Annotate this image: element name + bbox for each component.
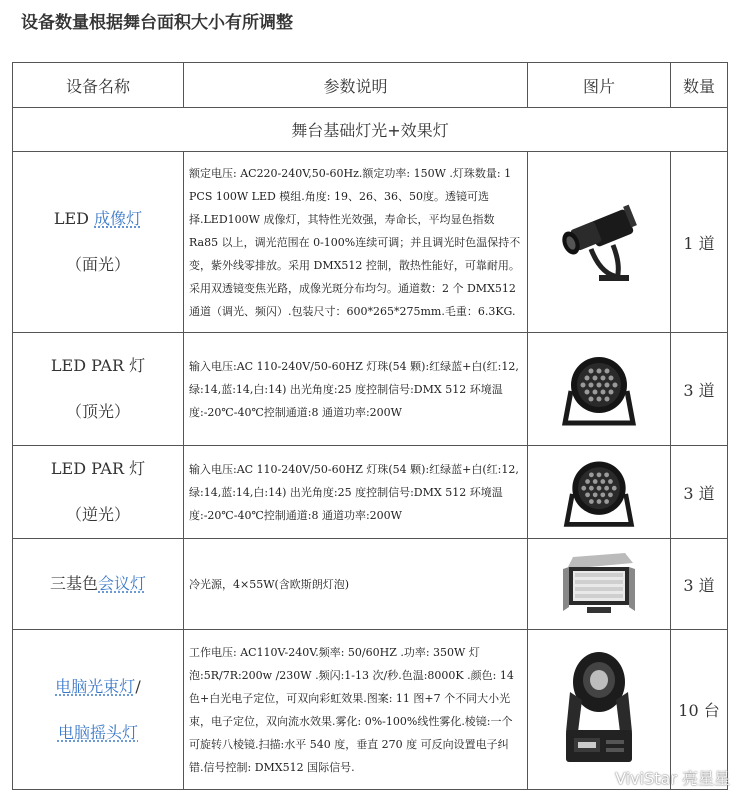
device-name-link[interactable]: 会议灯 <box>98 574 147 593</box>
device-name-text: LED PAR 灯 <box>50 356 146 375</box>
image-cell <box>528 333 671 446</box>
col-header-qty: 数量 <box>671 63 728 108</box>
led-par-icon <box>528 452 670 532</box>
table-row <box>13 152 728 333</box>
section-title: 舞台基础灯光+效果灯 <box>13 108 728 152</box>
params-cell: 工作电压: AC110V-240V.频率: 50/60HZ .功率: 350W 灯泡:5R/7R:200w /230W .频闪:1-13 次/秒.色温:8000K .颜色: 14 色+白光电子定位，可双向彩虹效果.图案: 11 图+7 个不同大小光束，电子定位，双向流水效果.雾化: 0%-100%线性雾化.棱镜:一个可旋转八棱镜.扫描:水平 540 度，垂直 270 度 可反向设置电子纠错.信号控制: DMX512 国际信号. <box>184 630 528 790</box>
image-cell <box>528 152 671 333</box>
table-row <box>13 333 728 446</box>
quantity-cell: 10 台 <box>671 630 728 790</box>
image-cell <box>528 446 671 539</box>
quantity-cell: 3 道 <box>671 333 728 446</box>
device-name-cell <box>13 333 184 446</box>
table-row <box>13 446 728 539</box>
quantity-cell: 3 道 <box>671 446 728 539</box>
col-header-params: 参数说明 <box>184 63 528 108</box>
device-name-text: LED <box>53 209 95 228</box>
params-cell: 冷光源，4×55W(含欧斯朗灯泡) <box>184 539 528 630</box>
device-name-text: LED PAR 灯 <box>50 459 146 478</box>
device-name-cell <box>13 630 184 790</box>
col-header-image: 图片 <box>528 63 671 108</box>
watermark: ViviStar 亮星星 <box>615 769 730 788</box>
params-cell: 输入电压:AC 110-240V/50-60HZ 灯珠(54 颗):红绿蓝+白(红:12,绿:14,蓝:14,白:14) 出光角度:25 度控制信号:DMX 512 环境温度:-20℃-40℃控制通道:8 通道功率:200W <box>184 333 528 446</box>
device-name-cell <box>13 446 184 539</box>
device-name-link[interactable]: 电脑摇头灯 <box>57 722 138 742</box>
params-cell: 输入电压:AC 110-240V/50-60HZ 灯珠(54 颗):红绿蓝+白(红:12,绿:14,蓝:14,白:14) 出光角度:25 度控制信号:DMX 512 环境温度:-20℃-40℃控制通道:8 通道功率:200W <box>184 446 528 539</box>
quantity-cell: 3 道 <box>671 539 728 630</box>
profile-spotlight-icon <box>528 187 670 297</box>
device-name-cell <box>13 152 184 333</box>
equipment-table <box>12 62 728 790</box>
device-name-cell <box>13 539 184 630</box>
device-name-separator: / <box>135 676 141 696</box>
device-position: （面光） <box>65 255 130 274</box>
device-name-text: 三基色 <box>49 574 98 593</box>
tricolor-panel-icon <box>528 549 670 619</box>
page-heading: 设备数量根据舞台面积大小有所调整 <box>21 13 293 33</box>
moving-head-icon <box>528 648 670 772</box>
image-cell <box>528 539 671 630</box>
led-par-icon <box>528 347 670 431</box>
table-header-row <box>13 63 728 108</box>
quantity-cell: 1 道 <box>671 152 728 333</box>
device-name-link[interactable]: 电脑光束灯 <box>55 676 136 696</box>
col-header-name: 设备名称 <box>13 63 184 108</box>
device-position: （顶光） <box>65 402 130 421</box>
device-position: （逆光） <box>65 505 130 524</box>
params-cell: 额定电压: AC220-240V,50-60Hz.额定功率: 150W .灯珠数量: 1 PCS 100W LED 模组.角度: 19、26、36、50度。透镜可选择.LED100W 成像灯，其特性光效强，寿命长，平均显色指数 Ra85 以上，调光范围在 0-100%连续可调；并且调光时色温保持不变，紫外线零排放。采用 DMX512 控制，散热性能好，可靠耐用。采用双透镜变焦光路，成像光斑分布均匀。通道数：2 个 DMX512 通道（调光、频闪）.包装尺寸：600*265*275mm.毛重：6.3KG. <box>184 152 528 333</box>
device-name-link[interactable]: 成像灯 <box>94 209 143 228</box>
table-row <box>13 539 728 630</box>
section-row <box>13 108 728 152</box>
